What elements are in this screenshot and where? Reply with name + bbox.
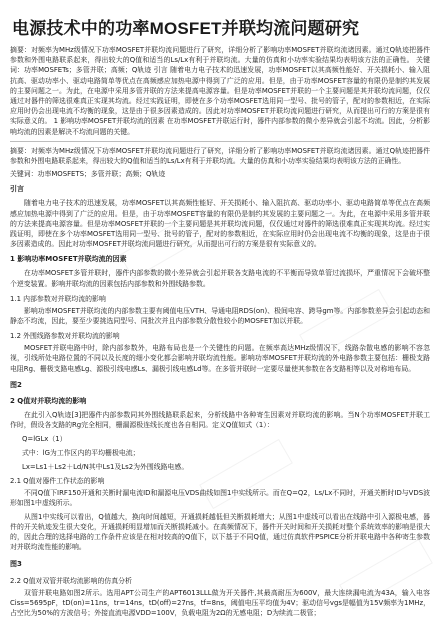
- abstract-paragraph: 摘要：对频率为MHz级情况下功率MOSFET并联均流问题进行了研究，详细分析了影响功率MOSFET并联均流诸因素。通过Q轨迹把器件参数和外围电路联系起来，得出较大的Q值和适当的Ls/Lx有利于并联均流。大量的仿真和小功率实验结果均表明该方法的正确性。 关键词：功率MOSFETs；多管并联；高频；Q轨迹 引言 随着电力电子技术的迅速发展，功率MOSFET以其高频性能好、开关损耗小、输入阻抗高、驱动功率小、驱动电路简单等优点在高频感应加热电源中得到了广泛的应用。但是，由于功率MOSFET容量的有限仍是制约其发展的主要问题之一。为此，在电源中采用多管并联的方法来提高电源容量。但是功率MOSFET并联的一个主要问题是其并联均流问题，仅仅通过对器件的筛选很难真正实现其均流。经过实践证明，即使在多个功率MOSFET选用同一型号、批号的管子，配对的参数相近，在实际应用时仍会出现电流不均衡的现象，这是由于很多因素造成的。因此对功率MOSFET并联均流问题进行研究，从而提出可行的方案是很有实际意义的。 1 影响功率MOSFET并联均流的因素 在功率MOSFET并联运行时，器件内部参数的微小差异就会引起不均流。因此，分析影响均流的因素是解决不均流问题的关键。: [10, 46, 430, 136]
- intro-heading: 引言: [10, 185, 24, 194]
- section-2-1-paragraph: 不同Q值下IRF150开通和关断时漏电流ID和漏源电压VDS曲线如图1中实线所示。而在Q=Q2，Ls/Lx不同时，开通关断时ID与VDS波形如图1中虚线所示。: [10, 489, 430, 508]
- section-1-1-paragraph: 影响功率MOSFET并联均流的内部参数主要有阈值电压VTH、导通电阻RDS(on)、极间电容、跨导gm等。内部参数差异会引起动态和静态不均流，因此，要至少要挑选同型号、同批次并且内部参数分散性较小的MOSFET加以并联。: [10, 306, 430, 326]
- section-2-heading: 2 Q值对并联均流的影响: [10, 396, 87, 405]
- equation-1: Q=lGLx（1）: [22, 435, 67, 444]
- figure-3-caption: 图3: [10, 559, 22, 568]
- section-1-2-paragraph: MOSFET并联电路中时，除内部参数外，电路布局也是一个关键性的问题。在频率高达MHz级情况下，线路杂散电感的影响不容忽视，引线所处电路位置的不同以及长度的细小变化都会影响并联均流性能。影响功率MOSFET并联均流的外电路参数主要包括：栅极支路电阻Rg、栅极支路电感Lg、源极引线电感Ls、漏极引线电感Ld等。在多管并联时一定要尽量使其参数在各支路相等以及对称地布局。: [10, 344, 430, 373]
- section-2-2-heading: 2.2 Q值对双管并联均流影响的仿真分析: [10, 576, 132, 585]
- section-2-2-paragraph: 双管并联电路如图2所示。选用APT公司生产的APT6013LLL做为开关器件,其最高耐压为600V，最大连续漏电流为43A，输入电容Ciss=5695pF，tD(on)=11ns，tr=14ns，tD(off)=27ns，tf=8ns，阈值电压平均值为4V；驱动信号vgs是幅值为15V频率为1MHz，占空比为50%的方波信号；外接直流电源VDD=100V，负载电阻为2Ω的无感电阻；D为续流二极管；: [10, 588, 430, 617]
- section-2-1-heading: 2.1 Q值对器件工作状态的影响: [10, 477, 105, 486]
- page-title: 电源技术中的功率MOSFET并联均流问题研究: [12, 19, 360, 38]
- section-1-heading: 1 影响功率MOSFET并联均流的因素: [10, 255, 127, 264]
- equation-note-2: Lx=Ls1＋Ls2＋Ld/N其中Ls1及Ls2为外围线路电感。: [22, 463, 189, 472]
- section-2-paragraph: 在此引入Q轨迹[3]把器件内部参数同其外围线路联系起来，分析线路中各种寄生因素对并联均流的影响。当N个功率MOSFET并联工作时，假设各支路的Rg完全相同，栅漏源极连线长度也各自相同。定义Q值如式（1）：: [10, 410, 430, 430]
- section-1-1-heading: 1.1 内部参数对并联均流的影响: [10, 294, 106, 303]
- section-2-1-paragraph-2: 从图1中实线可以看出，Q值越大，换向时间越短，开通损耗越低但关断损耗增大；从图1中虚线可以看出在线路中引入源极电感，器件的开关轨迹发生很大变化，开通损耗明显增加而关断损耗减小。在高频情况下，器件开关时间和开关损耗对整个系统效率的影响是很大的，因此合理的选择电路的工作条件应该是在相对较高的Q值下，以下基于不同Q值，通过仿真软件PSPICE分析并联电路中各种寄生参数对并联均流性能的影响。: [10, 512, 430, 552]
- equation-note-1: 式中：lG为工作区内的平均栅极电流；: [22, 449, 140, 458]
- abstract-repeat: 摘要：对频率为MHz级情况下功率MOSFET并联均流问题进行了研究，详细分析了影响功率MOSFET并联均流诸因素。通过Q轨迹把器件参数和外围电路联系起来，得出较大的Q值和适当的Ls/Lx有利于并联均流。大量的仿真和小功率实验结果均表明该方法的正确性。: [10, 146, 430, 166]
- keywords: 关键词：功率MOSFETS；多管并联；高频；Q轨迹: [10, 170, 166, 179]
- section-1-paragraph: 在功率MOSFET多管并联时，器件内部参数的微小差异就会引起并联各支路电流的不平衡而导致单管过流损坏，严重情况下会破坏整个逆变装置。影响并联均流的因素包括内部参数和外围线路参数。: [10, 269, 430, 288]
- intro-paragraph: 随着电力电子技术的迅速发展，功率MOSFET以其高频性能好、开关损耗小、输入阻抗高、驱动功率小、驱动电路简单等优点在高频感应加热电源中得到了广泛的应用。但是，由于功率MOSFET容量的有限仍是制约其发展的主要问题之一。为此，在电源中采用多管并联的方法来提高电源容量。但是功率MOSFET并联的一个主要问题是其并联均流问题，仅仅通过对器件的筛选很难真正实现其均流。经过实践证明，即使在多个功率MOSFET选用同一型号、批号的管子，配对的参数相近，在实际应用时仍会出现电流不均衡的现象，这是由于很多因素造成的。因此对功率MOSFET并联均流问题进行研究，从而提出可行的方案是很有实际意义的。: [10, 199, 430, 249]
- divider: [10, 141, 430, 142]
- section-1-2-heading: 1.2 外围线路参数对并联均流的影响: [10, 332, 120, 341]
- figure-2-caption: 图2: [10, 380, 22, 389]
